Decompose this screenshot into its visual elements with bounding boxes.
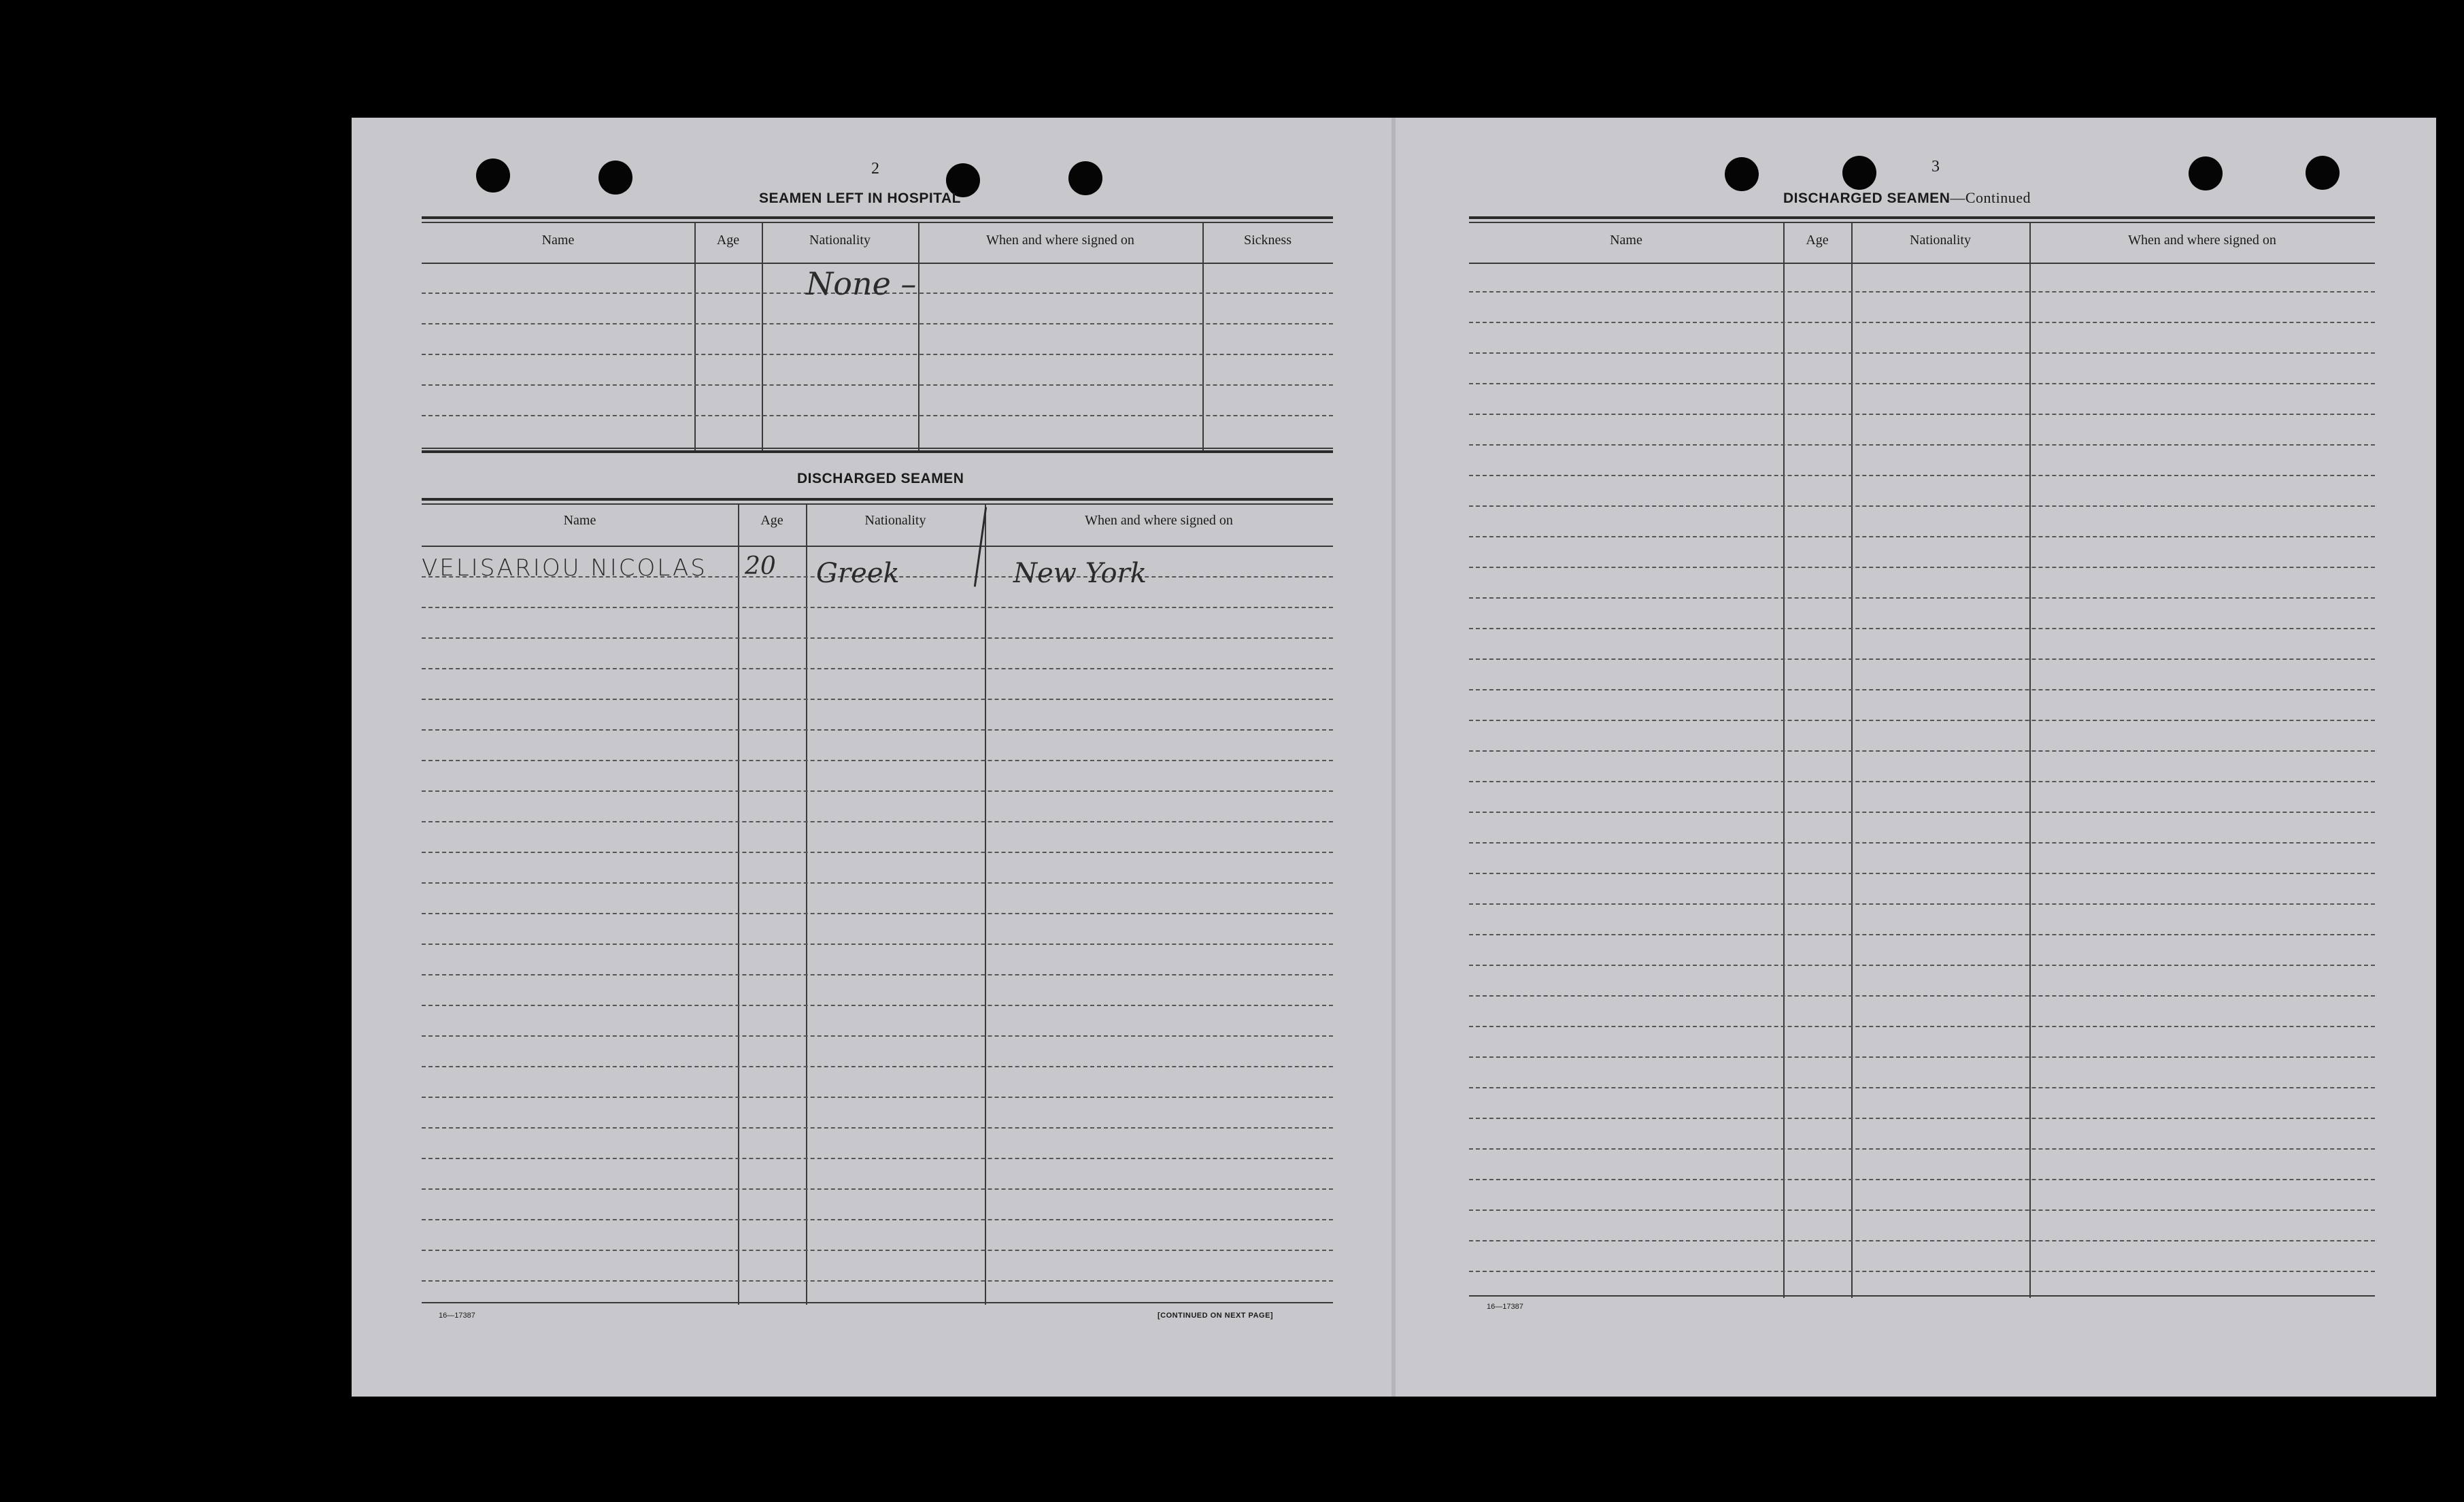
section-title-hospital: SEAMEN LEFT IN HOSPITAL <box>759 190 961 206</box>
form-number: 16—17387 <box>439 1312 475 1320</box>
seaman-age: 20 <box>745 552 776 580</box>
column-header-sickness: Sickness <box>1244 233 1292 248</box>
column-header-nationality: Nationality <box>809 233 871 248</box>
punch-hole <box>1068 161 1102 195</box>
discharged-continued-table <box>1469 216 2375 1298</box>
section-title-bold: DISCHARGED SEAMEN <box>1783 190 1951 206</box>
column-header-nationality: Nationality <box>1910 233 1971 248</box>
column-header-name: Name <box>541 233 575 248</box>
seaman-nationality: Greek <box>816 558 900 589</box>
section-title-discharged-continued <box>1783 189 2031 207</box>
section-title-continued: —Continued <box>1950 189 2031 206</box>
column-header-age: Age <box>716 233 740 248</box>
punch-hole <box>1725 157 1759 191</box>
form-number: 16—17387 <box>1487 1303 1523 1311</box>
handwritten-none: None – <box>806 265 917 302</box>
punch-hole <box>2306 156 2340 190</box>
column-header-age: Age <box>760 513 783 528</box>
punch-hole <box>2189 156 2223 190</box>
discharged-table <box>422 498 1333 1305</box>
column-header-signed-on: When and where signed on <box>1085 513 1233 528</box>
punch-hole <box>476 158 510 193</box>
column-header-name: Name <box>563 513 596 528</box>
column-header-signed-on: When and where signed on <box>986 233 1134 248</box>
page-fold <box>1391 118 1396 1397</box>
column-header-nationality: Nationality <box>864 513 926 528</box>
section-title-discharged: DISCHARGED SEAMEN <box>797 471 964 486</box>
punch-hole <box>598 161 632 195</box>
page-number: 2 <box>871 160 879 178</box>
continued-note: [CONTINUED ON NEXT PAGE] <box>1158 1312 1274 1320</box>
page-number: 3 <box>1931 158 1940 176</box>
column-header-age: Age <box>1806 233 1829 248</box>
column-header-name: Name <box>1610 233 1642 248</box>
hospital-table <box>422 216 1333 453</box>
punch-hole <box>1842 156 1876 190</box>
column-header-signed-on: When and where signed on <box>2128 233 2276 248</box>
seaman-name: VELISARIOU NICOLAS <box>422 554 707 582</box>
seaman-signed-on: New York <box>1013 558 1147 589</box>
